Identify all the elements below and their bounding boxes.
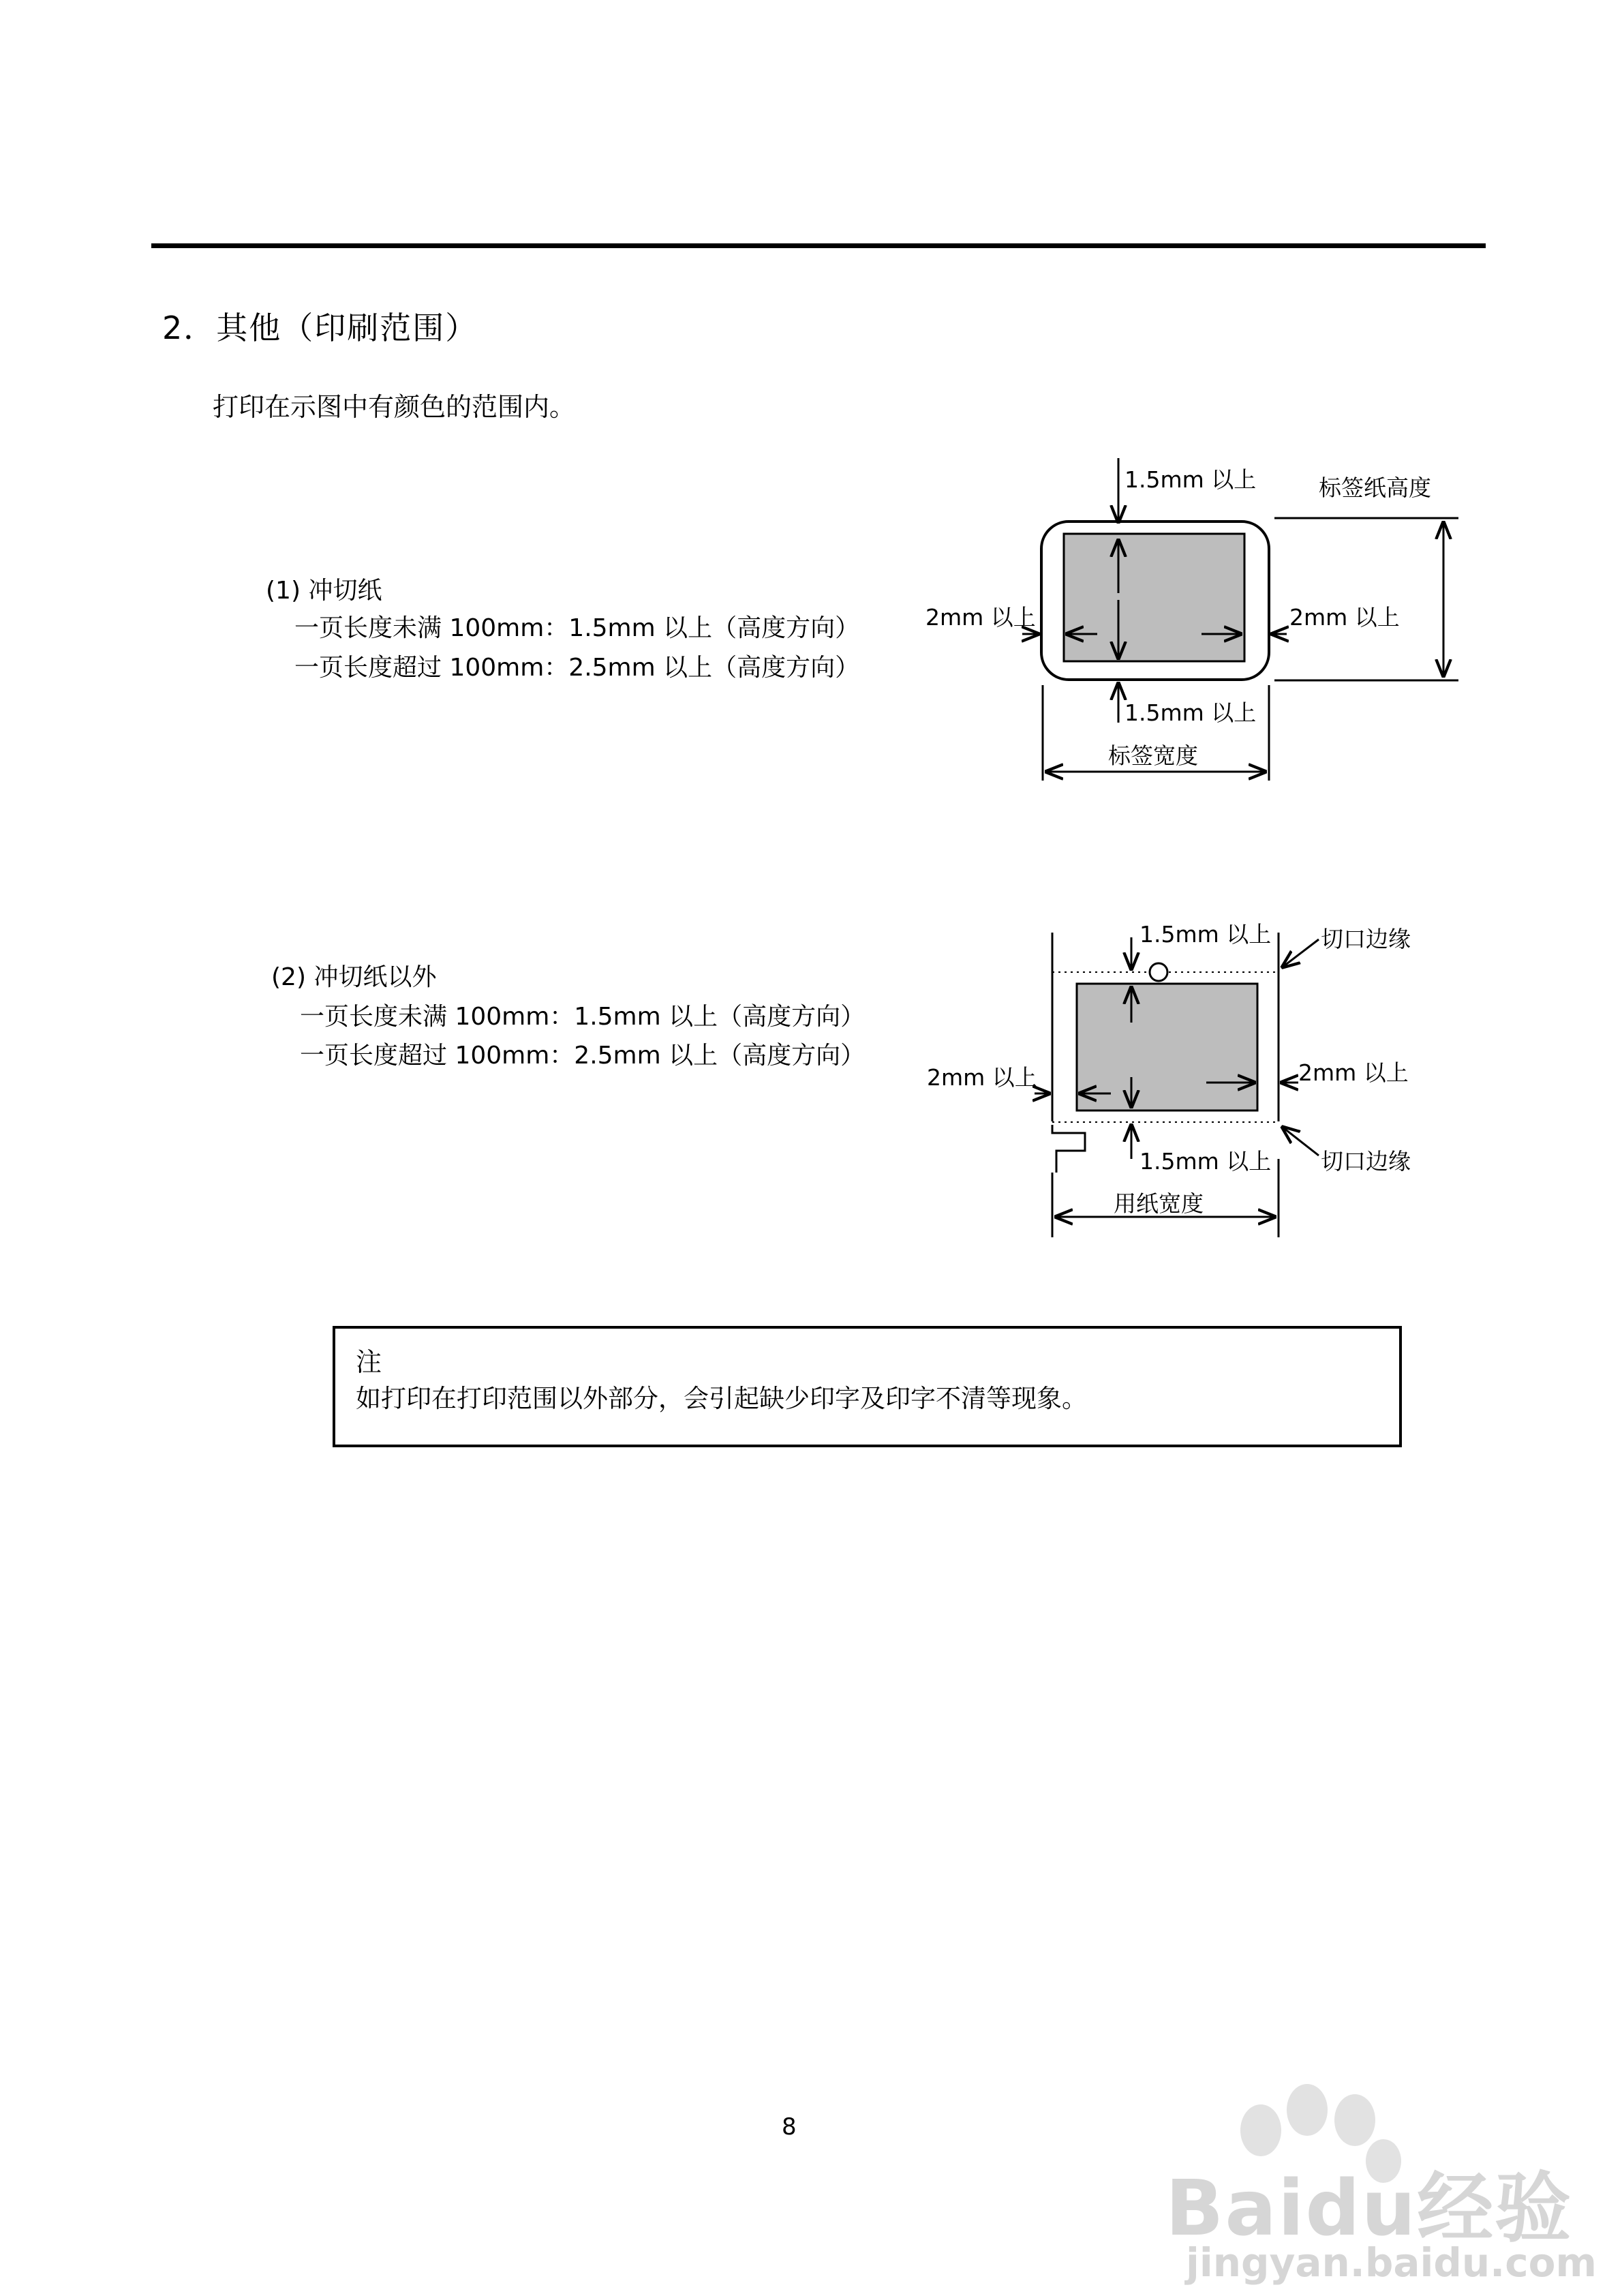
section1-title: (1) 冲切纸 bbox=[266, 577, 382, 605]
d1-height-label: 标签纸高度 bbox=[1319, 474, 1431, 501]
d2-bottom-margin-label: 1.5mm 以上 bbox=[1139, 1148, 1272, 1175]
d2-left-margin-label: 2mm 以上 bbox=[927, 1064, 1037, 1091]
note-title: 注 bbox=[356, 1347, 382, 1377]
section-heading: 2．其他（印刷范围） bbox=[162, 309, 478, 346]
section2-line2: 一页长度超过 100mm：2.5mm 以上（高度方向） bbox=[300, 1042, 866, 1070]
d2-right-margin-label: 2mm 以上 bbox=[1298, 1059, 1409, 1086]
intro-text: 打印在示图中有颜色的范围内。 bbox=[213, 392, 576, 422]
d2-cut-edge-bottom-label: 切口边缘 bbox=[1321, 1148, 1411, 1175]
baidu-watermark bbox=[1152, 2066, 1597, 2291]
section2-line1: 一页长度未满 100mm：1.5mm 以上（高度方向） bbox=[300, 1003, 866, 1031]
d1-top-margin-label: 1.5mm 以上 bbox=[1124, 466, 1257, 493]
section1-line1: 一页长度未满 100mm：1.5mm 以上（高度方向） bbox=[294, 614, 860, 642]
d2-width-label: 用纸宽度 bbox=[1114, 1190, 1204, 1217]
note-box bbox=[333, 1326, 1402, 1447]
watermark-url: jingyan.baidu.com bbox=[1186, 2239, 1597, 2286]
d2-cut-edge-top-label: 切口边缘 bbox=[1321, 926, 1411, 952]
print-area-2 bbox=[1077, 984, 1257, 1111]
d2-top-margin-label: 1.5mm 以上 bbox=[1139, 921, 1272, 948]
watermark-brand: Baidu经验 bbox=[1165, 2164, 1573, 2253]
d1-width-label: 标签宽度 bbox=[1108, 742, 1198, 769]
section2-title: (2) 冲切纸以外 bbox=[271, 963, 437, 991]
d1-bottom-margin-label: 1.5mm 以上 bbox=[1124, 699, 1257, 726]
section1-line2: 一页长度超过 100mm：2.5mm 以上（高度方向） bbox=[294, 654, 860, 682]
hole-mark bbox=[1150, 963, 1167, 981]
note-text: 如打印在打印范围以外部分，会引起缺少印字及印字不清等现象。 bbox=[356, 1384, 1087, 1413]
d1-left-margin-label: 2mm 以上 bbox=[925, 604, 1036, 631]
page-number: 8 bbox=[782, 2113, 797, 2141]
d1-right-margin-label: 2mm 以上 bbox=[1289, 604, 1400, 631]
